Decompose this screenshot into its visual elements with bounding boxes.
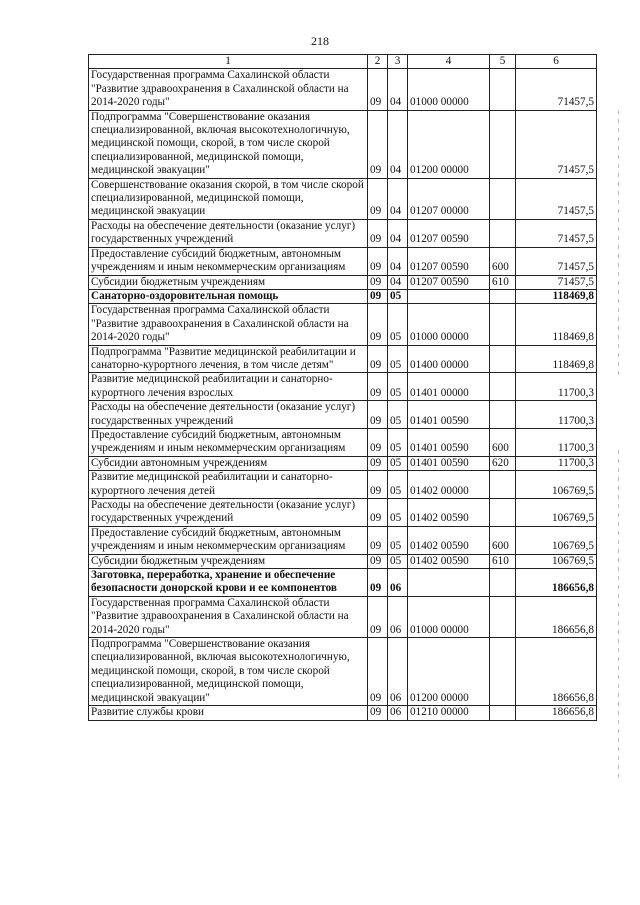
amount: 106769,5 xyxy=(516,499,597,527)
table-row xyxy=(89,275,597,289)
table-row xyxy=(89,401,597,429)
row-name: Предоставление субсидий бюджетным, автономным учреждениям и иным некоммерческим организациям xyxy=(89,247,368,275)
amount: 186656,8 xyxy=(516,569,597,597)
target-item-code xyxy=(408,569,490,597)
subsection-code: 06 xyxy=(388,596,408,637)
subsection-code: 04 xyxy=(388,247,408,275)
section-code: 09 xyxy=(368,219,388,247)
subsection-code: 06 xyxy=(388,638,408,706)
row-name: Заготовка, переработка, хранение и обеспечение безопасности донорской крови и ее компонентов xyxy=(89,569,368,597)
target-item-code: 01210 00000 xyxy=(408,706,490,720)
budget-table xyxy=(88,54,597,721)
column-header: 3 xyxy=(388,55,408,69)
section-code: 09 xyxy=(368,289,388,303)
amount: 186656,8 xyxy=(516,596,597,637)
table-row xyxy=(89,110,597,178)
target-item-code: 01200 00000 xyxy=(408,638,490,706)
section-code: 09 xyxy=(368,706,388,720)
row-name: Подпрограмма "Совершенствование оказания специализированной, включая высокотехнологичную, медицинской помощи, скорой, в том числе скорой специализированной, медицинской помощи, медицинской эвакуации" xyxy=(89,110,368,178)
subsection-code: 04 xyxy=(388,275,408,289)
section-code: 09 xyxy=(368,456,388,470)
table-row xyxy=(89,428,597,456)
section-code: 09 xyxy=(368,178,388,219)
table-row xyxy=(89,638,597,706)
expense-type-code: 620 xyxy=(490,456,516,470)
expense-type-code: 610 xyxy=(490,275,516,289)
table-row xyxy=(89,304,597,345)
amount: 11700,3 xyxy=(516,373,597,401)
row-name: Субсидии бюджетным учреждениям xyxy=(89,554,368,568)
amount: 106769,5 xyxy=(516,471,597,499)
target-item-code: 01401 00590 xyxy=(408,428,490,456)
section-code: 09 xyxy=(368,275,388,289)
subsection-code: 04 xyxy=(388,110,408,178)
expense-type-code xyxy=(490,638,516,706)
target-item-code: 01402 00590 xyxy=(408,526,490,554)
section-code: 09 xyxy=(368,69,388,110)
page-number: 218 xyxy=(311,34,329,48)
row-name: Подпрограмма "Совершенствование оказания специализированной, включая высокотехнологичную, медицинской помощи, скорой, в том числе скорой специализированной, медицинской помощи, медицинской эвакуации" xyxy=(89,638,368,706)
column-header: 4 xyxy=(408,55,490,69)
subsection-code: 05 xyxy=(388,401,408,429)
row-name: Расходы на обеспечение деятельности (оказание услуг) государственных учреждений xyxy=(89,499,368,527)
expense-type-code xyxy=(490,401,516,429)
row-name: Субсидии бюджетным учреждениям xyxy=(89,275,368,289)
table-row xyxy=(89,706,597,720)
amount: 71457,5 xyxy=(516,110,597,178)
table-row xyxy=(89,456,597,470)
scan-margin-line xyxy=(618,110,619,380)
amount: 11700,3 xyxy=(516,456,597,470)
subsection-code: 06 xyxy=(388,706,408,720)
amount: 186656,8 xyxy=(516,638,597,706)
expense-type-code xyxy=(490,596,516,637)
target-item-code: 01000 00000 xyxy=(408,304,490,345)
subsection-code: 05 xyxy=(388,373,408,401)
section-code: 09 xyxy=(368,499,388,527)
section-code: 09 xyxy=(368,373,388,401)
expense-type-code xyxy=(490,289,516,303)
section-code: 09 xyxy=(368,554,388,568)
column-header: 1 xyxy=(89,55,368,69)
expense-type-code: 610 xyxy=(490,554,516,568)
expense-type-code xyxy=(490,499,516,527)
target-item-code: 01207 00590 xyxy=(408,275,490,289)
target-item-code: 01401 00590 xyxy=(408,401,490,429)
row-name: Государственная программа Сахалинской области "Развитие здравоохранения в Сахалинской области на 2014-2020 годы" xyxy=(89,304,368,345)
section-code: 09 xyxy=(368,471,388,499)
table-row xyxy=(89,499,597,527)
target-item-code: 01000 00000 xyxy=(408,69,490,110)
amount: 118469,8 xyxy=(516,345,597,373)
expense-type-code xyxy=(490,345,516,373)
subsection-code: 05 xyxy=(388,499,408,527)
expense-type-code xyxy=(490,706,516,720)
amount: 118469,8 xyxy=(516,304,597,345)
subsection-code: 04 xyxy=(388,219,408,247)
table-row xyxy=(89,596,597,637)
row-name: Подпрограмма "Развитие медицинской реабилитации и санаторно-курортного лечения, в том числе детям" xyxy=(89,345,368,373)
amount: 106769,5 xyxy=(516,554,597,568)
section-code: 09 xyxy=(368,247,388,275)
subsection-code: 05 xyxy=(388,471,408,499)
expense-type-code xyxy=(490,219,516,247)
row-name: Расходы на обеспечение деятельности (оказание услуг) государственных учреждений xyxy=(89,401,368,429)
subsection-code: 05 xyxy=(388,428,408,456)
section-code: 09 xyxy=(368,401,388,429)
amount: 71457,5 xyxy=(516,219,597,247)
target-item-code: 01402 00590 xyxy=(408,499,490,527)
amount: 118469,8 xyxy=(516,289,597,303)
table-row xyxy=(89,247,597,275)
section-code: 09 xyxy=(368,110,388,178)
column-header: 2 xyxy=(368,55,388,69)
column-header: 5 xyxy=(490,55,516,69)
row-name: Развитие медицинской реабилитации и санаторно-курортного лечения детей xyxy=(89,471,368,499)
row-name: Развитие службы крови xyxy=(89,706,368,720)
subsection-code: 05 xyxy=(388,554,408,568)
expense-type-code: 600 xyxy=(490,428,516,456)
table-row xyxy=(89,526,597,554)
row-name: Санаторно-оздоровительная помощь xyxy=(89,289,368,303)
subsection-code: 05 xyxy=(388,304,408,345)
section-code: 09 xyxy=(368,304,388,345)
row-name: Совершенствование оказания скорой, в том числе скорой специализированной, медицинской помощи, медицинской эвакуации xyxy=(89,178,368,219)
amount: 71457,5 xyxy=(516,275,597,289)
table-row xyxy=(89,178,597,219)
subsection-code: 05 xyxy=(388,456,408,470)
expense-type-code xyxy=(490,471,516,499)
amount: 186656,8 xyxy=(516,706,597,720)
expense-type-code: 600 xyxy=(490,526,516,554)
section-code: 09 xyxy=(368,638,388,706)
section-code: 09 xyxy=(368,428,388,456)
table-row xyxy=(89,471,597,499)
target-item-code: 01400 00000 xyxy=(408,345,490,373)
table-row xyxy=(89,554,597,568)
section-code: 09 xyxy=(368,569,388,597)
target-item-code: 01207 00590 xyxy=(408,247,490,275)
expense-type-code xyxy=(490,178,516,219)
target-item-code: 01207 00590 xyxy=(408,219,490,247)
row-name: Предоставление субсидий бюджетным, автономным учреждениям и иным некоммерческим организациям xyxy=(89,428,368,456)
target-item-code xyxy=(408,289,490,303)
amount: 11700,3 xyxy=(516,401,597,429)
target-item-code: 01207 00000 xyxy=(408,178,490,219)
subsection-code: 05 xyxy=(388,345,408,373)
expense-type-code xyxy=(490,110,516,178)
row-name: Государственная программа Сахалинской области "Развитие здравоохранения в Сахалинской области на 2014-2020 годы" xyxy=(89,69,368,110)
amount: 11700,3 xyxy=(516,428,597,456)
section-code: 09 xyxy=(368,345,388,373)
row-name: Предоставление субсидий бюджетным, автономным учреждениям и иным некоммерческим организациям xyxy=(89,526,368,554)
subsection-code: 04 xyxy=(388,178,408,219)
amount: 71457,5 xyxy=(516,69,597,110)
header-row xyxy=(89,55,597,69)
amount: 71457,5 xyxy=(516,247,597,275)
target-item-code: 01402 00000 xyxy=(408,471,490,499)
subsection-code: 05 xyxy=(388,526,408,554)
target-item-code: 01000 00000 xyxy=(408,596,490,637)
expense-type-code: 600 xyxy=(490,247,516,275)
column-header: 6 xyxy=(516,55,597,69)
subsection-code: 04 xyxy=(388,69,408,110)
target-item-code: 01402 00590 xyxy=(408,554,490,568)
scan-margin-line xyxy=(618,450,619,780)
table-row xyxy=(89,345,597,373)
expense-type-code xyxy=(490,69,516,110)
target-item-code: 01200 00000 xyxy=(408,110,490,178)
amount: 106769,5 xyxy=(516,526,597,554)
section-code: 09 xyxy=(368,526,388,554)
subsection-code: 05 xyxy=(388,289,408,303)
target-item-code: 01401 00000 xyxy=(408,373,490,401)
table-row xyxy=(89,219,597,247)
row-name: Расходы на обеспечение деятельности (оказание услуг) государственных учреждений xyxy=(89,219,368,247)
row-name: Развитие медицинской реабилитации и санаторно-курортного лечения взрослых xyxy=(89,373,368,401)
expense-type-code xyxy=(490,569,516,597)
row-name: Субсидии автономным учреждениям xyxy=(89,456,368,470)
table-row xyxy=(89,69,597,110)
subsection-code: 06 xyxy=(388,569,408,597)
expense-type-code xyxy=(490,304,516,345)
table-row xyxy=(89,373,597,401)
table-row xyxy=(89,569,597,597)
amount: 71457,5 xyxy=(516,178,597,219)
table-row xyxy=(89,289,597,303)
section-code: 09 xyxy=(368,596,388,637)
expense-type-code xyxy=(490,373,516,401)
target-item-code: 01401 00590 xyxy=(408,456,490,470)
row-name: Государственная программа Сахалинской области "Развитие здравоохранения в Сахалинской области на 2014-2020 годы" xyxy=(89,596,368,637)
